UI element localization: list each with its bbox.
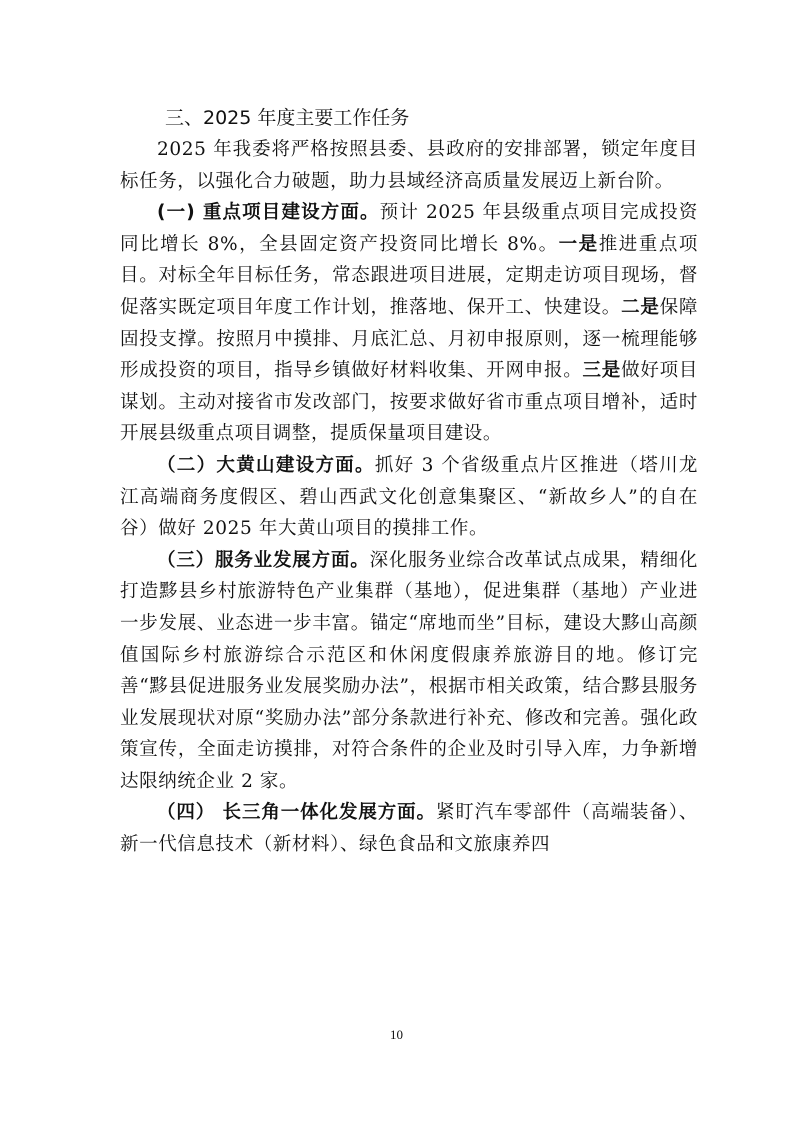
paragraph-text: 紧盯汽车零部件（高端装备）、新一代信息技术（新材料）、绿色食品和文旅康养四 — [120, 802, 698, 856]
paragraph-huangshan — [120, 450, 698, 545]
document-body — [120, 134, 698, 861]
paragraph-title: （二）大黄山建设方面。 — [157, 454, 375, 476]
paragraph-title: （四） 长三角一体化发展方面。 — [157, 802, 436, 824]
paragraph-text: 保障固投支撑。按照月中摸排、月底汇总、月初申报原则，逐一梳理能够形成投资的项目，指导乡镇做好材料收集、开网申报。 — [120, 296, 698, 382]
paragraph-key-projects — [120, 197, 698, 450]
page-number: 10 — [390, 1027, 403, 1042]
section-heading: 三、2025 年度主要工作任务 — [165, 107, 410, 129]
paragraph-text: 深化服务业综合改革试点成果，精细化打造黟县乡村旅游特色产业集群（基地），促进集群（基地）产业进一步发展、业态进一步丰富。锚定“席地而坐”目标，建设大黟山高颜值国际乡村旅游综合示范区和休闲度假康养旅游目的地。修订完善“黟县促进服务业发展奖励办法”，根据市相关政策，结合黟县服务业发展现状对原“奖励办法”部分条款进行补充、修改和完善。强化政策宣传，全面走访摸排，对符合条件的企业及时引导入库，力争新增达限纳统企业 2 家。 — [120, 549, 698, 792]
paragraph-title: （三）服务业发展方面。 — [157, 549, 370, 571]
intro-paragraph: 2025 年我委将严格按照县委、县政府的安排部署，锁定年度目标任务，以强化合力破题，助力县域经济高质量发展迈上新台阶。 — [120, 139, 698, 192]
paragraph-text: 预计 2025 年县级重点项目完成投资同比增长 8%，全县固定资产投资同比增长 8%。 — [120, 202, 699, 255]
paragraph-service-industry — [120, 545, 698, 798]
paragraph-text: 推进重点项目。对标全年目标任务，常态跟进项目进展，定期走访项目现场，督促落实既定项目年度工作计划，推落地、保开工、快建设。 — [120, 233, 698, 318]
keyword: 一是 — [558, 233, 599, 255]
paragraph-text: 做好项目谋划。主动对接省市发改部门，按要求做好省市重点项目增补，适时开展县级重点项目调整，提质保量项目建设。 — [120, 360, 698, 445]
keyword: 三是 — [582, 360, 622, 382]
paragraph-yangtze-delta — [120, 797, 698, 860]
paragraph-text: 抓好 3 个省级重点片区推进（塔川龙江高端商务度假区、碧山西武文化创意集聚区、“新故乡人”的自在谷）做好 2025 年大黄山项目的摸排工作。 — [120, 454, 698, 540]
keyword: 二是 — [621, 296, 660, 318]
paragraph-title: (一) 重点项目建设方面。 — [157, 202, 380, 224]
